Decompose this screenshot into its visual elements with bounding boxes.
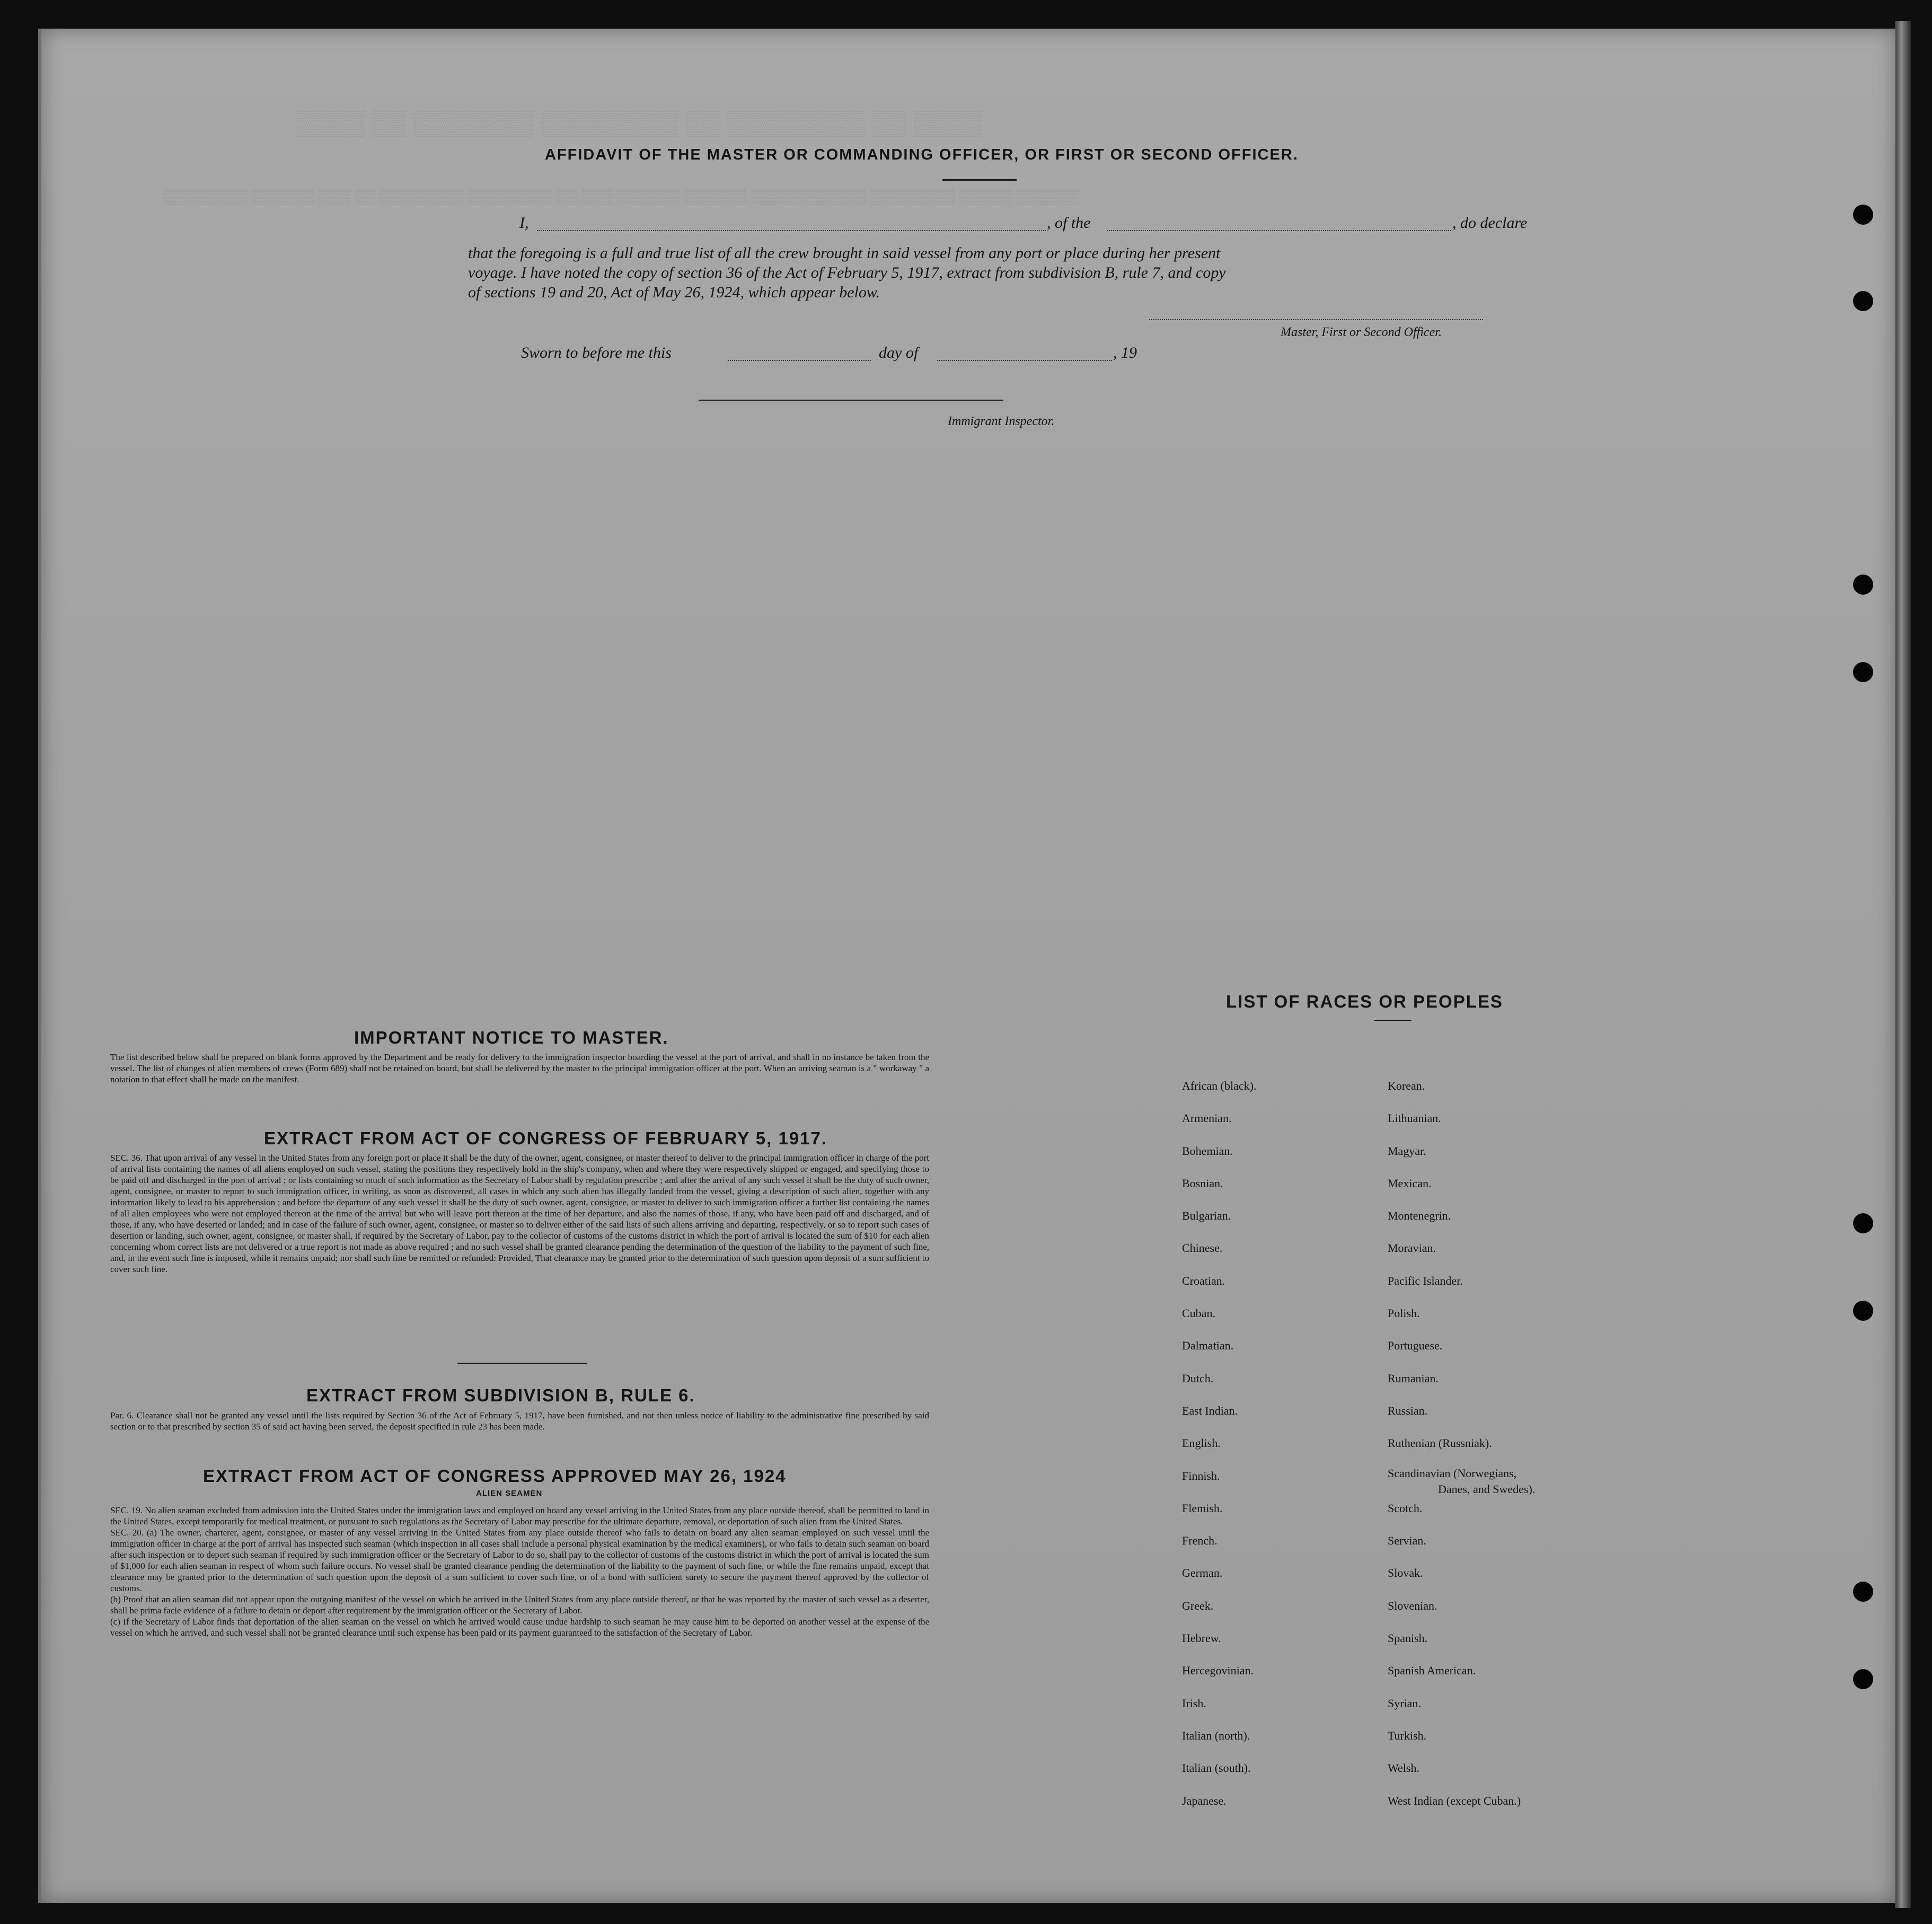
- races-title: LIST OF RACES OR PEOPLES: [1226, 992, 1503, 1011]
- race-item: Spanish.: [1388, 1631, 1428, 1645]
- race-item: East Indian.: [1182, 1404, 1238, 1417]
- race-item: Hercegovinian.: [1182, 1664, 1254, 1678]
- extract-1917-text: SEC. 36. That upon arrival of any vessel in the United States from any foreign port or place it shall be the duty of the owner, agent, consignee, or master thereof to deliver to the principal immigration officer in charge of the port of arrival lists containing the names of all aliens employed on such vessel, stating the positions they respectively hold in the ship's company, when and where they were respectively shipped or engaged, and specifying those to be paid off and discharged in the port of arrival ; or lists containing so much of such information as the Secretary of Labor shall by regulation prescribe ; and after the arrival of any such vessel it shall be the duty of such owner, agent, consignee, or master to report to such immigration officer, in writing, as soon as discovered, all cases in which any such alien has illegally landed from the vessel, giving a description of such alien, together with any information likely to lead to his apprehension ; and before the departure of any such vessel it shall be the duty of such owner, agent, consignee, or master to deliver to such immigration officer a further list containing the names of all alien employees who were not employed thereon at the time of the arrival but who will leave port thereon at the time of her departure, and also the names of those, if any, who have been paid off and discharged, and of those, if any, who have deserted or landed; and in case of the failure of such owner, agent, consignee, or master so to deliver either of the said lists of such aliens arriving and departing, respectively, or so to report such cases of desertion or landing, such owner, agent, consignee, or master shall, if required by the Secretary of Labor, pay to the collector of customs of the customs district in which the port of arrival is located the sum of $10 for each alien concerning whom correct lists are not delivered or a true report is not made as above required ; and no such vessel shall be granted clearance pending the determination of the question of the liability to the payment of such fine, and, in the event such fine is imposed, while it remains unpaid; nor shall such fine be remitted or refunded: Provided, That clearance may be granted prior to the determination of such question upon deposit of a sum sufficient to cover such fine.: [110, 1153, 929, 1274]
- affidavit-line-1: that the foregoing is a full and true list of all the crew brought in said vessel from any port or place during her present: [468, 244, 1221, 262]
- race-item: Flemish.: [1182, 1501, 1223, 1515]
- year-label: , 19: [1113, 344, 1137, 361]
- races-divider: [1374, 1020, 1411, 1021]
- race-item: Servian.: [1388, 1534, 1426, 1548]
- race-item: Dalmatian.: [1182, 1339, 1234, 1353]
- race-item: Spanish American.: [1388, 1664, 1476, 1678]
- page-edge: [1895, 21, 1911, 1908]
- binder-hole: [1853, 291, 1873, 311]
- race-item: Hebrew.: [1182, 1631, 1221, 1645]
- race-item: Slovenian.: [1388, 1599, 1437, 1612]
- race-item: German.: [1182, 1566, 1223, 1580]
- race-item: Italian (south).: [1182, 1761, 1251, 1775]
- binder-hole: [1853, 662, 1873, 682]
- inspector-signature-label: Immigrant Inspector.: [948, 414, 1055, 428]
- race-item: Rumanian.: [1388, 1371, 1439, 1385]
- declarant-label: I,: [519, 214, 529, 232]
- title-divider: [942, 179, 1017, 181]
- extract-rule6-text: Par. 6. Clearance shall not be granted any vessel until the lists required by Section 36 of the Act of February 5, 1917, have been furnished, and not then unless notice of liability to the administrative fine prescribed by said section or to that prescribed by section 35 of said act having been served, the deposit specified in rule 23 has been made.: [110, 1410, 929, 1432]
- do-declare-label: , do declare: [1452, 214, 1528, 232]
- sec-19-text: SEC. 19. No alien seaman excluded from admission into the United States under the immigration laws and employed on board any vessel arriving in the United States from any place outside thereof, shall be permitted to land in the United States, except temporarily for medical treatment, or pursuant to such regulations as the Secretary of Labor may prescribe for the ultimate departure, removal, or deportation of such alien from the United States.: [110, 1505, 929, 1526]
- affidavit-line-2: voyage. I have noted the copy of section 36 of the Act of February 5, 1917, extract from subdivision B, rule 7, and copy: [468, 264, 1226, 281]
- race-item-line: Scandinavian (Norwegians,: [1388, 1466, 1517, 1480]
- race-item: Japanese.: [1182, 1794, 1227, 1807]
- inspector-signature-line[interactable]: [699, 400, 1003, 401]
- race-item: Russian.: [1388, 1404, 1428, 1417]
- race-item: English.: [1182, 1436, 1221, 1450]
- race-item: Turkish.: [1388, 1728, 1427, 1742]
- race-item: [1388, 1466, 1535, 1498]
- sworn-month-field[interactable]: [937, 360, 1112, 361]
- race-item: Scotch.: [1388, 1501, 1423, 1515]
- declarant-name-field[interactable]: [537, 230, 1046, 231]
- race-item: Polish.: [1388, 1307, 1420, 1320]
- section-divider: [457, 1363, 587, 1364]
- race-item: Korean.: [1388, 1079, 1425, 1092]
- race-item: Portuguese.: [1388, 1339, 1443, 1353]
- extract-1924-subtitle: ALIEN SEAMEN: [476, 1489, 543, 1498]
- sec-20b-text: (b) Proof that an alien seaman did not appear upon the outgoing manifest of the vessel on which he arrived in the United States from any place outside thereof, or that he was reported by the master of such vessel as a deserter, shall be prima facie evidence of a failure to detain or deport after requirement by the immigration officer or the Secretary of Labor.: [110, 1594, 929, 1616]
- race-item: Lithuanian.: [1388, 1111, 1441, 1125]
- race-item: African (black).: [1182, 1079, 1257, 1092]
- race-item: Bosnian.: [1182, 1176, 1223, 1190]
- race-item: Pacific Islander.: [1388, 1274, 1463, 1287]
- affidavit-body: [468, 243, 1560, 302]
- races-column-2: [1388, 1075, 1535, 1823]
- of-the-label: , of the: [1047, 214, 1091, 232]
- notice-title: IMPORTANT NOTICE TO MASTER.: [354, 1028, 669, 1047]
- sec-20c-text: (c) If the Secretary of Labor finds that deportation of the alien seaman on the vessel on which he arrived would cause undue hardship to such seaman he may cause him to be deported on another vessel at the expense of the vessel on which he arrived, and such vessel shall not be granted clearance until such expense has been paid or its payment guaranteed to the satisfaction of the Secretary of Labor.: [110, 1617, 929, 1638]
- race-item: West Indian (except Cuban.): [1388, 1794, 1521, 1807]
- binder-hole: [1853, 1301, 1873, 1321]
- extract-1917-title: EXTRACT FROM ACT OF CONGRESS OF FEBRUARY 5, 1917.: [264, 1128, 828, 1148]
- extract-rule6-title: EXTRACT FROM SUBDIVISION B, RULE 6.: [306, 1385, 695, 1405]
- race-item: Chinese.: [1182, 1241, 1223, 1255]
- race-item: Dutch.: [1182, 1371, 1214, 1385]
- day-of-label: day of: [879, 344, 919, 361]
- race-item: Mexican.: [1388, 1176, 1432, 1190]
- binder-hole: [1853, 1582, 1873, 1602]
- extract-1924-title: EXTRACT FROM ACT OF CONGRESS APPROVED MAY 26, 1924: [203, 1466, 787, 1486]
- bleed-through-text: ▒▒▒▒▒▒▒▒ ▒▒▒▒▒▒ ▒▒▒ ▒▒ ▒▒▒▒▒▒▒▒ ▒▒▒▒▒▒▒▒ ▒▒ ▒▒▒ ▒▒▒▒▒▒ ▒▒▒▒▒▒ ▒▒▒▒▒▒▒▒▒▒▒ ▒▒▒▒▒▒▒▒ ▒▒▒▒▒ ▒▒▒▒▒▒: [163, 188, 1079, 204]
- race-item: Cuban.: [1182, 1307, 1215, 1320]
- race-item: French.: [1182, 1534, 1218, 1548]
- race-item: Finnish.: [1182, 1469, 1220, 1482]
- master-signature-line[interactable]: [1149, 319, 1483, 320]
- race-item: Croatian.: [1182, 1274, 1225, 1287]
- race-item: Syrian.: [1388, 1696, 1421, 1710]
- race-item: Bohemian.: [1182, 1144, 1233, 1158]
- affidavit-line-3: of sections 19 and 20, Act of May 26, 1924, which appear below.: [468, 284, 880, 301]
- sworn-day-field[interactable]: [728, 360, 871, 361]
- races-column-1: [1182, 1075, 1256, 1823]
- vessel-name-field[interactable]: [1107, 230, 1451, 231]
- extract-1924-body: [110, 1505, 929, 1638]
- race-item: Magyar.: [1388, 1144, 1426, 1158]
- master-signature-label: Master, First or Second Officer.: [1281, 325, 1442, 339]
- race-item: Welsh.: [1388, 1761, 1419, 1775]
- race-item: Italian (north).: [1182, 1728, 1250, 1742]
- race-item: Ruthenian (Russniak).: [1388, 1436, 1492, 1450]
- race-item: Montenegrin.: [1388, 1209, 1451, 1223]
- bleed-through-text: ▒▒▒▒ ▒▒ ▒▒▒▒▒▒▒ ▒▒▒▒▒▒▒▒ ▒▒ ▒▒▒▒▒▒▒▒ ▒▒ ▒▒▒▒: [296, 109, 983, 136]
- race-item: Greek.: [1182, 1599, 1214, 1612]
- race-item: Armenian.: [1182, 1111, 1232, 1125]
- sworn-label: Sworn to before me this: [521, 344, 672, 361]
- sec-20a-text: SEC. 20. (a) The owner, charterer, agent, consignee, or master of any vessel arriving in the United States from any place outside thereof who fails to detain on board any alien seaman employed on such vessel until the immigration officer in charge at the port of arrival has inspected such seaman (which inspection in all cases shall include a personal physical examination by the medical examiners), or who fails to detain such seaman on board after such inspection or to deport such seaman if required by such immigration officer or the Secretary of Labor to do so, shall pay to the collector of customs of the customs district in which the port of arrival is located the sum of $1,000 for each alien seaman in respect of whom such failure occurs. No vessel shall be granted clearance pending the determination of the liability to the payment of such fine, or while the fine remains unpaid, except that clearance may be granted prior to the determination of such question upon the deposit of a sum sufficient to cover such fine, or of a bond with sufficient surety to secure the payment thereof approved by the collector of customs.: [110, 1528, 929, 1593]
- race-item: Bulgarian.: [1182, 1209, 1231, 1223]
- manifest-page: [38, 29, 1895, 1903]
- race-item: Moravian.: [1388, 1241, 1436, 1255]
- binder-hole: [1853, 1213, 1873, 1233]
- race-item: Slovak.: [1388, 1566, 1423, 1580]
- race-item: Irish.: [1182, 1696, 1206, 1710]
- affidavit-title: AFFIDAVIT OF THE MASTER OR COMMANDING OFFICER, OR FIRST OR SECOND OFFICER.: [545, 146, 1299, 163]
- race-item-continuation: Danes, and Swedes).: [1438, 1482, 1536, 1496]
- binder-hole: [1853, 575, 1873, 595]
- binder-hole: [1853, 205, 1873, 225]
- binder-hole: [1853, 1669, 1873, 1689]
- notice-text: The list described below shall be prepared on blank forms approved by the Department and be ready for delivery to the immigration inspector boarding the vessel at the port of arrival, and shall in no instance be taken from the vessel. The list of changes of alien members of crews (Form 689) shall not be retained on board, but shall be delivered by the master to the principal immigration officer at the port. When an arriving seaman is a " workaway " a notation to that effect shall be made on the manifest.: [110, 1052, 929, 1084]
